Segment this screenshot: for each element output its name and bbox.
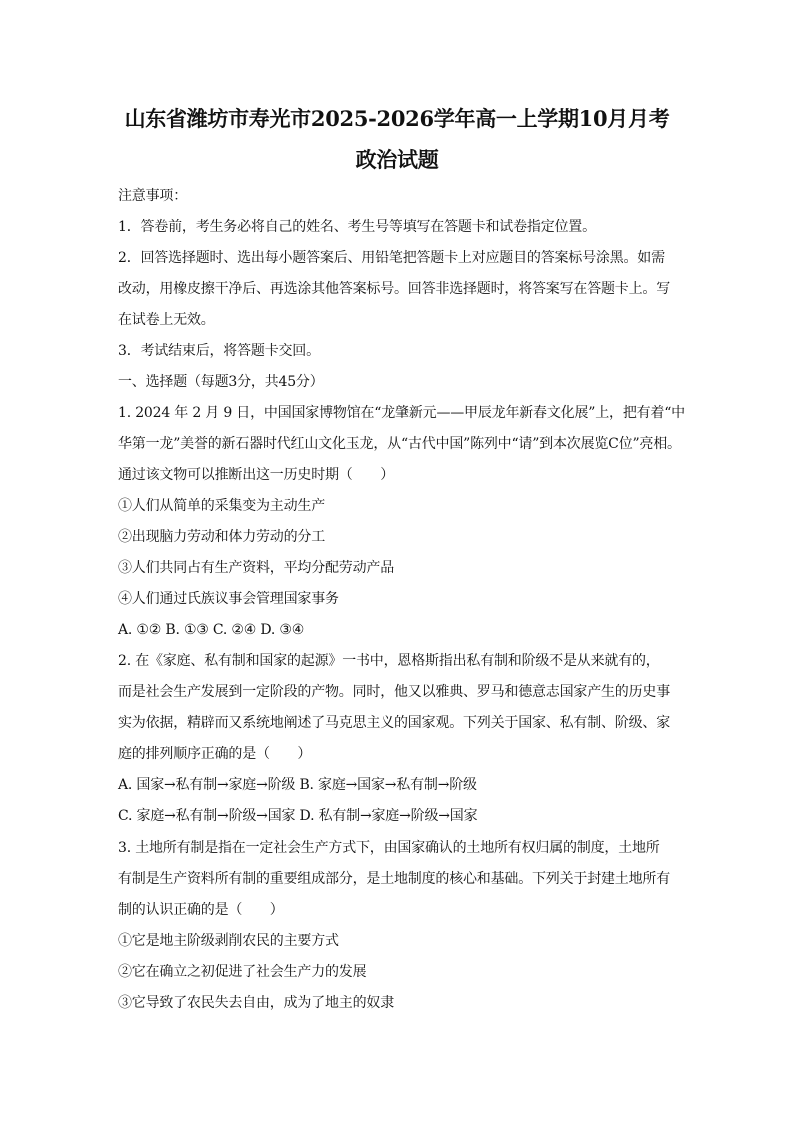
notice-item-2-line-1: 2．回答选择题时、选出每小题答案后、用铅笔把答题卡上对应题目的答案标号涂黑。如需 — [118, 250, 665, 266]
question-2-line-1: 2. 在《家庭、私有制和国家的起源》一书中，恩格斯指出私有制和阶级不是从来就有的， — [118, 653, 660, 669]
question-3-line-2: 有制是生产资料所有制的重要组成部分，是土地制度的核心和基础。下列关于封建土地所有 — [118, 871, 670, 887]
question-1-choices: A. ①② B. ①③ C. ②④ D. ③④ — [118, 622, 305, 638]
question-3-line-1: 3. 土地所有制是指在一定社会生产方式下，由国家确认的土地所有权归属的制度，土地所 — [118, 840, 660, 856]
question-1-option-2: ②出现脑力劳动和体力劳动的分工 — [118, 529, 325, 545]
question-1-option-4: ④人们通过氏族议事会管理国家事务 — [118, 591, 339, 607]
question-2-line-3: 实为依据，精辟而又系统地阐述了马克思主义的国家观。下列关于国家、私有制、阶级、家 — [118, 715, 670, 731]
question-1-line-2: 华第一龙”美誉的新石器时代红山文化玉龙，从“古代中国”陈列中“请”到本次展览C位”亮相。 — [118, 436, 681, 452]
notice-item-2-line-3: 在试卷上无效。 — [118, 312, 215, 328]
section-heading: 一、选择题（每题3分，共45分） — [118, 374, 324, 390]
question-2-line-2: 而是社会生产发展到一定阶段的产物。同时，他又以雅典、罗马和德意志国家产生的历史事 — [118, 684, 670, 700]
question-1-line-1: 1. 2024 年 2 月 9 日，中国国家博物馆在“龙肇新元——甲辰龙年新春文化展”上，把有着“中 — [118, 405, 685, 421]
question-2-choices-cd: C. 家庭→私有制→阶级→国家 D. 私有制→家庭→阶级→国家 — [118, 808, 478, 824]
question-1-option-3: ③人们共同占有生产资料，平均分配劳动产品 — [118, 560, 394, 576]
exam-title: 山东省潍坊市寿光市2025-2026学年高一上学期10月月考 — [124, 106, 670, 131]
notice-heading: 注意事项： — [118, 188, 187, 204]
question-3-option-2: ②它在确立之初促进了社会生产力的发展 — [118, 964, 367, 980]
question-1-option-1: ①人们从简单的采集变为主动生产 — [118, 498, 325, 514]
question-2-choices-ab: A. 国家→私有制→家庭→阶级 B. 家庭→国家→私有制→阶级 — [118, 777, 477, 793]
question-2-line-4: 庭的排列顺序正确的是（ ） — [118, 746, 312, 762]
notice-item-2-line-2: 改动，用橡皮擦干净后、再选涂其他答案标号。回答非选择题时，将答案写在答题卡上。写 — [118, 281, 670, 297]
question-1-line-3: 通过该文物可以推断出这一历史时期（ ） — [118, 467, 394, 483]
question-3-option-1: ①它是地主阶级剥削农民的主要方式 — [118, 933, 339, 949]
notice-item-1: 1．答卷前，考生务必将自己的姓名、考生号等填写在答题卡和试卷指定位置。 — [118, 219, 596, 235]
question-3-line-3: 制的认识正确的是（ ） — [118, 902, 284, 918]
question-3-option-3: ③它导致了农民失去自由，成为了地主的奴隶 — [118, 995, 394, 1011]
exam-subtitle: 政治试题 — [355, 147, 439, 172]
notice-item-3: 3．考试结束后，将答题卡交回。 — [118, 343, 320, 359]
